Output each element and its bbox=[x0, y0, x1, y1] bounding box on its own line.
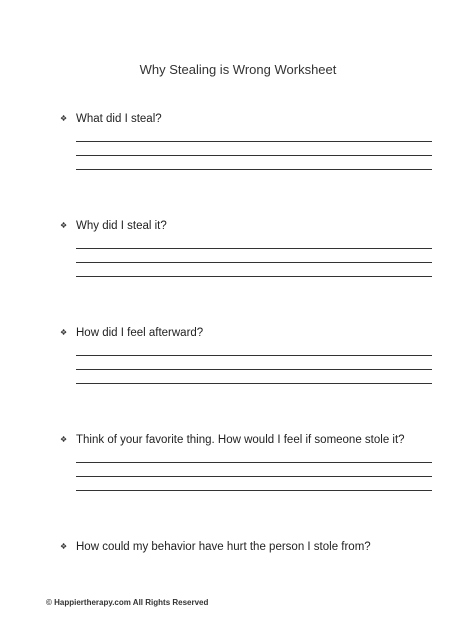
question-4 bbox=[60, 432, 450, 504]
answer-line[interactable] bbox=[76, 355, 432, 356]
question-3 bbox=[60, 325, 450, 397]
answer-line[interactable] bbox=[76, 369, 432, 370]
answer-lines bbox=[76, 355, 450, 384]
answer-line[interactable] bbox=[76, 169, 432, 170]
question-text: How could my behavior have hurt the person I stole from? bbox=[76, 541, 371, 553]
question-text: Why did I steal it? bbox=[76, 220, 167, 232]
answer-line[interactable] bbox=[76, 276, 432, 277]
answer-line[interactable] bbox=[76, 476, 432, 477]
question-2 bbox=[60, 218, 450, 290]
answer-line[interactable] bbox=[76, 462, 432, 463]
page-title: Why Stealing is Wrong Worksheet bbox=[139, 62, 337, 77]
diamond-bullet-icon: ❖ bbox=[60, 542, 68, 551]
question-1 bbox=[60, 111, 450, 183]
copyright-footer: © Happiertherapy.com All Rights Reserved bbox=[46, 598, 209, 607]
answer-lines bbox=[76, 248, 450, 277]
diamond-bullet-icon: ❖ bbox=[60, 221, 68, 230]
answer-line[interactable] bbox=[76, 490, 432, 491]
answer-lines bbox=[76, 462, 450, 491]
diamond-bullet-icon: ❖ bbox=[60, 435, 68, 444]
question-text: What did I steal? bbox=[76, 113, 162, 125]
diamond-bullet-icon: ❖ bbox=[60, 328, 68, 337]
answer-line[interactable] bbox=[76, 155, 432, 156]
diamond-bullet-icon: ❖ bbox=[60, 114, 68, 123]
answer-line[interactable] bbox=[76, 383, 432, 384]
answer-line[interactable] bbox=[76, 262, 432, 263]
question-text: Think of your favorite thing. How would I feel if someone stole it? bbox=[76, 434, 405, 446]
answer-line[interactable] bbox=[76, 248, 432, 249]
question-5 bbox=[60, 539, 450, 555]
answer-lines bbox=[76, 141, 450, 170]
answer-line[interactable] bbox=[76, 141, 432, 142]
question-text: How did I feel afterward? bbox=[76, 327, 204, 339]
